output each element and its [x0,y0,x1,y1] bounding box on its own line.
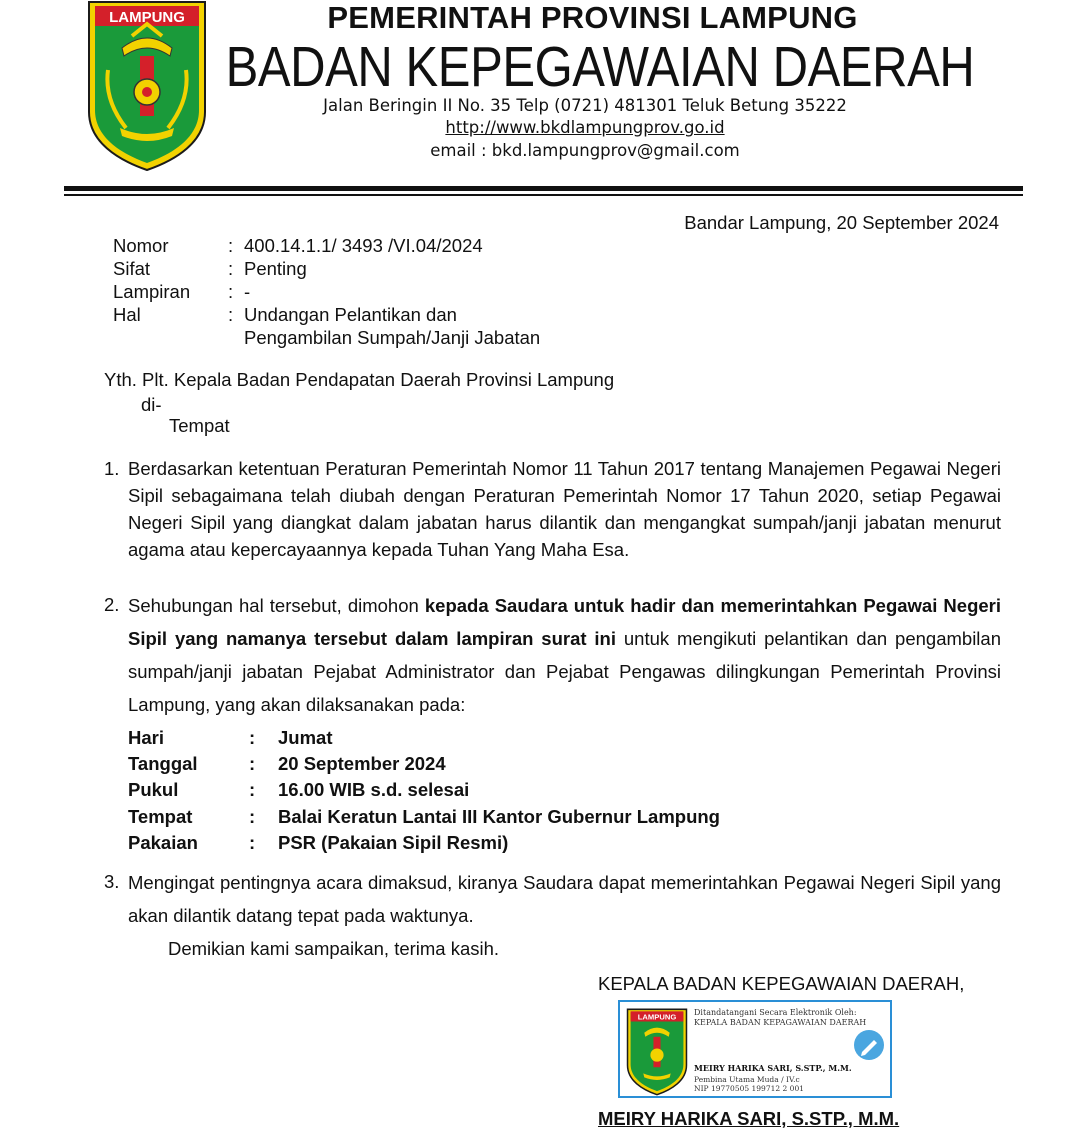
event-value-tanggal: 20 September 2024 [278,753,446,774]
meta-label-lampiran: Lampiran [113,281,191,302]
meta-label-sifat: Sifat [113,258,151,279]
recipient-tempat: Tempat [169,415,230,436]
meta-value-lampiran: - [244,281,251,302]
government-heading: PEMERINTAH PROVINSI LAMPUNG [327,0,858,35]
event-colon: : [249,779,256,800]
event-label-tempat: Tempat [128,806,193,827]
event-value-pukul: 16.00 WIB s.d. selesai [278,779,470,800]
event-value-tempat: Balai Keratun Lantai III Kantor Gubernur Lampung [278,806,720,827]
meta-value-sifat: Penting [244,258,307,279]
meta-colon: : [228,235,234,256]
paragraph-3: Mengingat pentingnya acara dimaksud, kiranya Saudara dapat memerintahkan Pegawai Negeri Sipil yang akan dilantik datang tepat pada waktunya. [128,872,1001,926]
meta-value-nomor: 400.14.1.1/ 3493 /VI.04/2024 [244,235,483,256]
agency-address: Jalan Beringin II No. 35 Telp (0721) 481301 Teluk Betung 35222 [323,96,847,115]
event-label-pukul: Pukul [128,779,179,800]
paragraph-2-intro: Sehubungan hal tersebut, dimohon [128,595,425,616]
agency-website-link[interactable]: http://www.bkdlampungprov.go.id [445,118,725,137]
e-signature-pen-icon [852,1028,886,1062]
paragraph-number: 1. [104,458,120,479]
event-colon: : [249,806,256,827]
event-colon: : [249,727,256,748]
paragraph-1: Berdasarkan ketentuan Peraturan Pemerintah Nomor 11 Tahun 2017 tentang Manajemen Pegawai Negeri Sipil sebagaimana telah diubah dengan Peraturan Pemerintah Nomor 17 Tahun 2020, setiap Pegawai Negeri Sipil yang diangkat dalam jabatan harus dilantik dan mengangkat sumpah/janji jabatan menurut agama atau kepercayaannya kepada Tuhan Yang Maha Esa. [128,458,1001,560]
agency-email: email : bkd.lampungprov@gmail.com [430,141,740,160]
paragraph-2 [128,589,1001,721]
signatory-position: KEPALA BADAN KEPEGAWAIAN DAERAH, [598,973,965,994]
stamp-signed-by: Ditandatangani Secara Elektronik Oleh: [694,1008,857,1017]
paragraph-2-rest: untuk mengikuti pelantikan dan pengambilan sumpah/janji jabatan Pejabat Administrator dan Pejabat Pengawas dilingkungan Pemerintah Provinsi Lampung, yang akan dilaksanakan pada: [128,628,1001,715]
event-label-hari: Hari [128,727,164,748]
svg-text:LAMPUNG: LAMPUNG [109,9,185,26]
letterhead-divider-thin [64,194,1023,196]
stamp-signer-nip: NIP 19770505 199712 2 001 [694,1084,804,1093]
event-value-hari: Jumat [278,727,333,748]
stamp-signer-title: KEPALA BADAN KEPAGAWAIAN DAERAH [694,1018,867,1027]
signatory-name: MEIRY HARIKA SARI, S.STP., M.M. [598,1108,900,1129]
agency-heading: BADAN KEPEGAWAIAN DAERAH [225,35,975,99]
letter-date: Bandar Lampung, 20 September 2024 [684,212,999,233]
meta-colon: : [228,258,234,279]
svg-text:LAMPUNG: LAMPUNG [637,1012,677,1022]
meta-value-hal-line2: Pengambilan Sumpah/Janji Jabatan [244,327,541,348]
event-colon: : [249,753,256,774]
closing-line: Demikian kami sampaikan, terima kasih. [168,938,500,959]
recipient-di: di- [141,394,162,415]
event-label-tanggal: Tanggal [128,753,198,774]
meta-colon: : [228,281,234,302]
event-label-pakaian: Pakaian [128,832,198,853]
event-colon: : [249,832,256,853]
recipient-line: Yth. Plt. Kepala Badan Pendapatan Daerah Provinsi Lampung [104,369,615,390]
paragraph-number: 2. [104,594,120,615]
meta-label-nomor: Nomor [113,235,169,256]
letterhead-divider-thick [64,186,1023,191]
stamp-signer-name: MEIRY HARIKA SARI, S.STP., M.M. [694,1063,852,1073]
stamp-signer-rank: Pembina Utama Muda / IV.c [694,1075,800,1084]
paragraph-number: 3. [104,871,120,892]
stamp-lampung-logo [626,1008,688,1096]
event-value-pakaian: PSR (Pakaian Sipil Resmi) [278,832,509,853]
meta-value-hal: Undangan Pelantikan dan [244,304,457,325]
meta-colon: : [228,304,234,325]
paragraph-2-emphasis: kepada Saudara untuk hadir dan memerintahkan Pegawai Negeri Sipil yang namanya tersebut dalam lampiran surat ini [128,595,1002,649]
meta-label-hal: Hal [113,304,141,325]
